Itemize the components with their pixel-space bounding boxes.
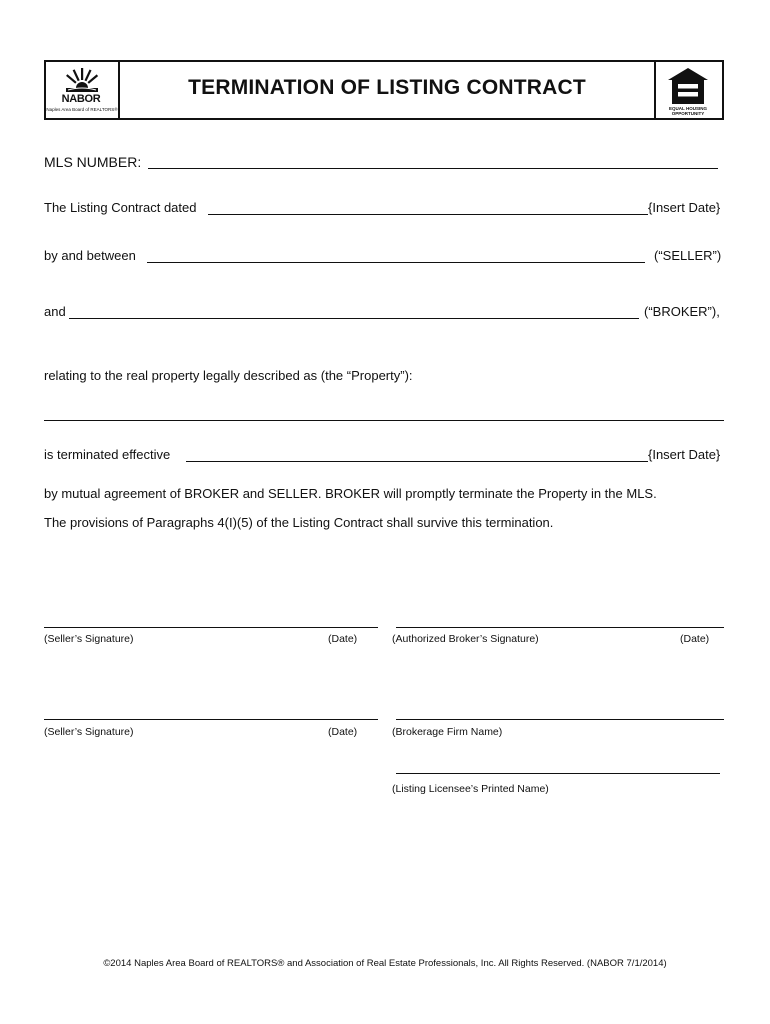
seller-signature-line-1[interactable] bbox=[44, 627, 378, 628]
nabor-logo bbox=[46, 62, 120, 118]
licensee-name-line[interactable] bbox=[396, 773, 720, 774]
contract-date-field[interactable] bbox=[208, 214, 648, 215]
and-label: and bbox=[44, 304, 66, 319]
brokerage-firm-label: (Brokerage Firm Name) bbox=[392, 726, 503, 738]
seller-suffix: (“SELLER”) bbox=[654, 248, 722, 263]
broker-signature-label: (Authorized Broker’s Signature) bbox=[392, 633, 539, 645]
broker-suffix: (“BROKER”), bbox=[644, 304, 720, 319]
property-label: relating to the real property legally described as (the “Property”): bbox=[44, 368, 413, 383]
broker-name-field[interactable] bbox=[69, 318, 639, 319]
equal-housing-icon bbox=[667, 67, 709, 105]
property-description-field[interactable] bbox=[44, 420, 724, 421]
agreement-paragraph: by mutual agreement of BROKER and SELLER. BROKER will promptly terminate the Property in the MLS. bbox=[44, 486, 657, 501]
mls-number-field[interactable] bbox=[148, 168, 718, 169]
page-title: TERMINATION OF LISTING CONTRACT bbox=[188, 76, 586, 99]
logo-text: NABOR bbox=[61, 93, 101, 105]
copyright-footer: ©2014 Naples Area Board of REALTORS® and Association of Real Estate Professionals, Inc. All Rights Reserved. (NABOR 7/1/2014) bbox=[103, 958, 667, 969]
sunburst-icon bbox=[64, 66, 100, 92]
seller-signature-line-2[interactable] bbox=[44, 719, 378, 720]
date-label-2: (Date) bbox=[680, 633, 710, 645]
between-label: by and between bbox=[44, 248, 136, 263]
equal-housing-logo bbox=[654, 62, 722, 118]
contract-date-hint: {Insert Date} bbox=[648, 200, 721, 215]
logo-subtext: Naples Area Board of REALTORS® bbox=[46, 107, 118, 112]
effective-date-field[interactable] bbox=[186, 461, 648, 462]
effective-label: is terminated effective bbox=[44, 447, 171, 462]
date-label-3: (Date) bbox=[328, 726, 358, 738]
seller-signature-label-1: (Seller’s Signature) bbox=[44, 633, 134, 645]
contract-dated-label: The Listing Contract dated bbox=[44, 200, 197, 215]
form-header bbox=[44, 60, 724, 120]
licensee-name-label: (Listing Licensee’s Printed Name) bbox=[392, 783, 549, 795]
equal-housing-text: EQUAL HOUSING OPPORTUNITY bbox=[669, 106, 707, 116]
seller-name-field[interactable] bbox=[147, 262, 645, 263]
broker-signature-line[interactable] bbox=[396, 627, 724, 628]
mls-number-label: MLS NUMBER: bbox=[44, 154, 142, 170]
brokerage-firm-line[interactable] bbox=[396, 719, 724, 720]
date-label-1: (Date) bbox=[328, 633, 358, 645]
effective-date-hint: {Insert Date} bbox=[648, 447, 721, 462]
survival-paragraph: The provisions of Paragraphs 4(I)(5) of the Listing Contract shall survive this termination. bbox=[44, 515, 554, 530]
seller-signature-label-2: (Seller’s Signature) bbox=[44, 726, 134, 738]
